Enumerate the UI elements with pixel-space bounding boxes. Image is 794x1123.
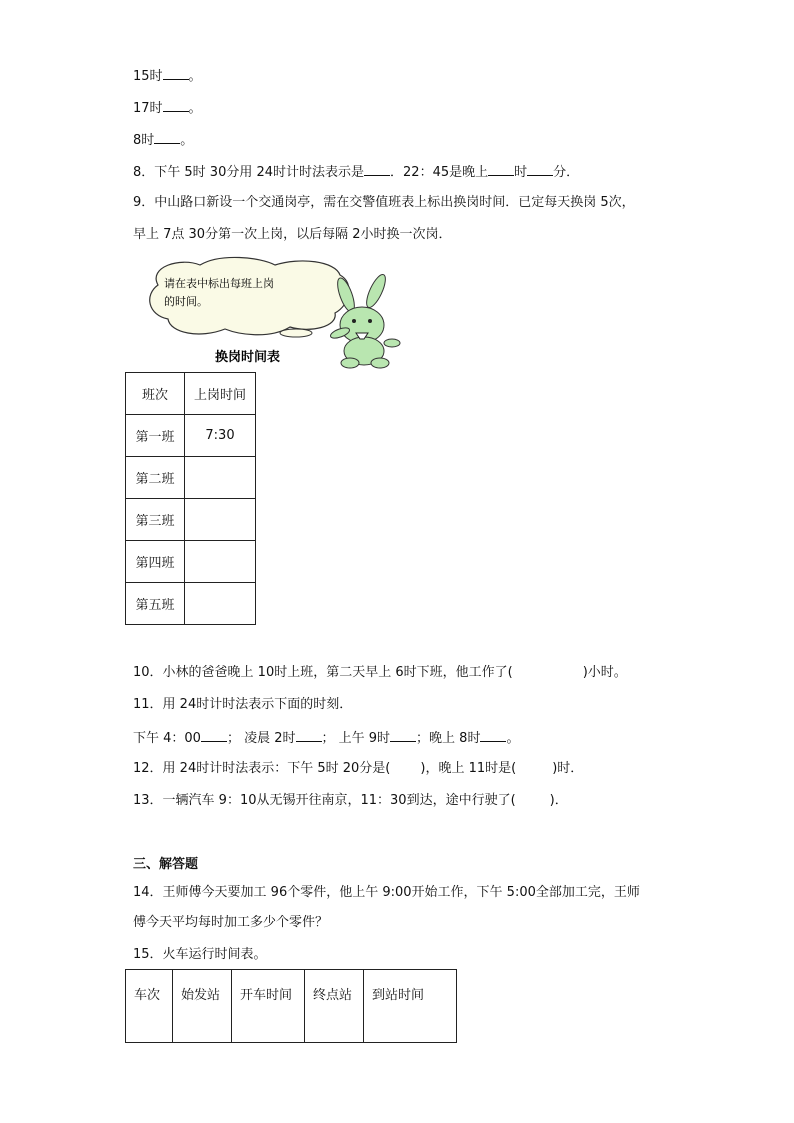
train-timetable (125, 969, 457, 1043)
question-11-title: 11．用 24时计时法表示下面的时刻． (133, 697, 353, 712)
bubble-tail (280, 329, 312, 337)
fill-line-15 (133, 66, 202, 86)
fill-label: 8时 (133, 133, 155, 148)
table-header-cell: 车次 (126, 970, 173, 1043)
fill-label: 17时 (133, 101, 163, 116)
answer-blank[interactable] (163, 66, 189, 80)
answer-blank[interactable] (527, 162, 553, 176)
fill-line-8 (133, 130, 193, 150)
q10-text: )小时。 (582, 665, 627, 680)
table-header-cell: 上岗时间 (185, 373, 256, 415)
table-row (126, 499, 256, 541)
question-13 (133, 792, 568, 810)
table-header-cell: 开车时间 (232, 970, 305, 1043)
q8-text: 8．下午 5时 30分用 24时计时法表示是 (133, 165, 365, 180)
table-row (126, 415, 256, 457)
table-header-cell: 班次 (126, 373, 185, 415)
question-11-items (133, 728, 519, 748)
q10-text: 10．小林的爸爸晚上 10时上班，第二天早上 6时下班，他工作了( (133, 665, 513, 680)
question-12 (133, 760, 583, 778)
fill-label: 15时 (133, 69, 163, 84)
q12-text: )，晚上 11时是( (420, 761, 517, 776)
answer-blank[interactable] (480, 728, 506, 742)
shift-name-cell: 第一班 (126, 415, 185, 457)
question-10 (133, 664, 627, 682)
shift-name-cell: 第二班 (126, 457, 185, 499)
shift-time-cell[interactable] (185, 457, 256, 499)
q8-text: ．22：45是晚上 (390, 165, 489, 180)
table-row (126, 541, 256, 583)
q11-text: ； 凌晨 2时 (226, 731, 296, 746)
q8-text: 时 (514, 165, 528, 180)
table-header-row (126, 373, 256, 415)
illustration-caption: 换岗时间表 (215, 350, 281, 365)
q8-text: 分． (553, 165, 580, 180)
answer-blank[interactable] (163, 98, 189, 112)
shift-time-cell[interactable] (185, 583, 256, 625)
question-15-title: 15．火车运行时间表。 (133, 947, 267, 962)
table-row (126, 583, 256, 625)
fill-line-17 (133, 98, 202, 118)
bubble-text: 的时间。 (164, 295, 208, 308)
q13-text: )． (549, 793, 568, 808)
shift-name-cell: 第四班 (126, 541, 185, 583)
q12-text: )时． (552, 761, 584, 776)
q13-text: 13．一辆汽车 9：10从无锡开往南京，11：30到达，途中行驶了( (133, 793, 516, 808)
q11-text: 。 (506, 731, 520, 746)
shift-time-cell[interactable] (185, 499, 256, 541)
question-9-line1: 9．中山路口新设一个交通岗亭，需在交警值班表上标出换岗时间．已定每天换岗 5次， (133, 195, 635, 210)
table-header-cell: 到站时间 (364, 970, 457, 1043)
rabbit-illustration (140, 255, 410, 370)
q12-text: 12．用 24时计时法表示：下午 5时 20分是( (133, 761, 391, 776)
question-8 (133, 162, 579, 182)
punct: 。 (188, 101, 202, 116)
bubble-text: 请在表中标出每班上岗 (164, 277, 274, 290)
table-row (126, 457, 256, 499)
question-9-line2: 早上 7点 30分第一次上岗，以后每隔 2小时换一次岗． (133, 227, 452, 242)
table-header-row (126, 970, 457, 1043)
q11-text: ；晚上 8时 (416, 731, 481, 746)
answer-blank[interactable] (364, 162, 390, 176)
q11-text: ； 上午 9时 (321, 731, 391, 746)
answer-blank[interactable] (488, 162, 514, 176)
shift-time-cell[interactable] (185, 541, 256, 583)
punct: 。 (180, 133, 194, 148)
answer-blank[interactable] (201, 728, 227, 742)
answer-blank[interactable] (390, 728, 416, 742)
table-header-cell: 始发站 (173, 970, 232, 1043)
rabbit-icon (329, 272, 400, 368)
punct: 。 (188, 69, 202, 84)
answer-blank[interactable] (154, 130, 180, 144)
shift-name-cell: 第五班 (126, 583, 185, 625)
question-14-line2: 傅今天平均每时加工多少个零件？ (133, 915, 329, 930)
shift-schedule-table (125, 372, 256, 625)
question-14-line1: 14．王师傅今天要加工 96个零件，他上午 9:00开始工作，下午 5:00全部加工完，王师 (133, 885, 640, 900)
q11-text: 下午 4：00 (133, 731, 201, 746)
shift-time-cell[interactable]: 7:30 (185, 415, 256, 457)
table-header-cell: 终点站 (305, 970, 364, 1043)
section-heading: 三、解答题 (133, 857, 199, 872)
answer-blank[interactable] (296, 728, 322, 742)
shift-name-cell: 第三班 (126, 499, 185, 541)
